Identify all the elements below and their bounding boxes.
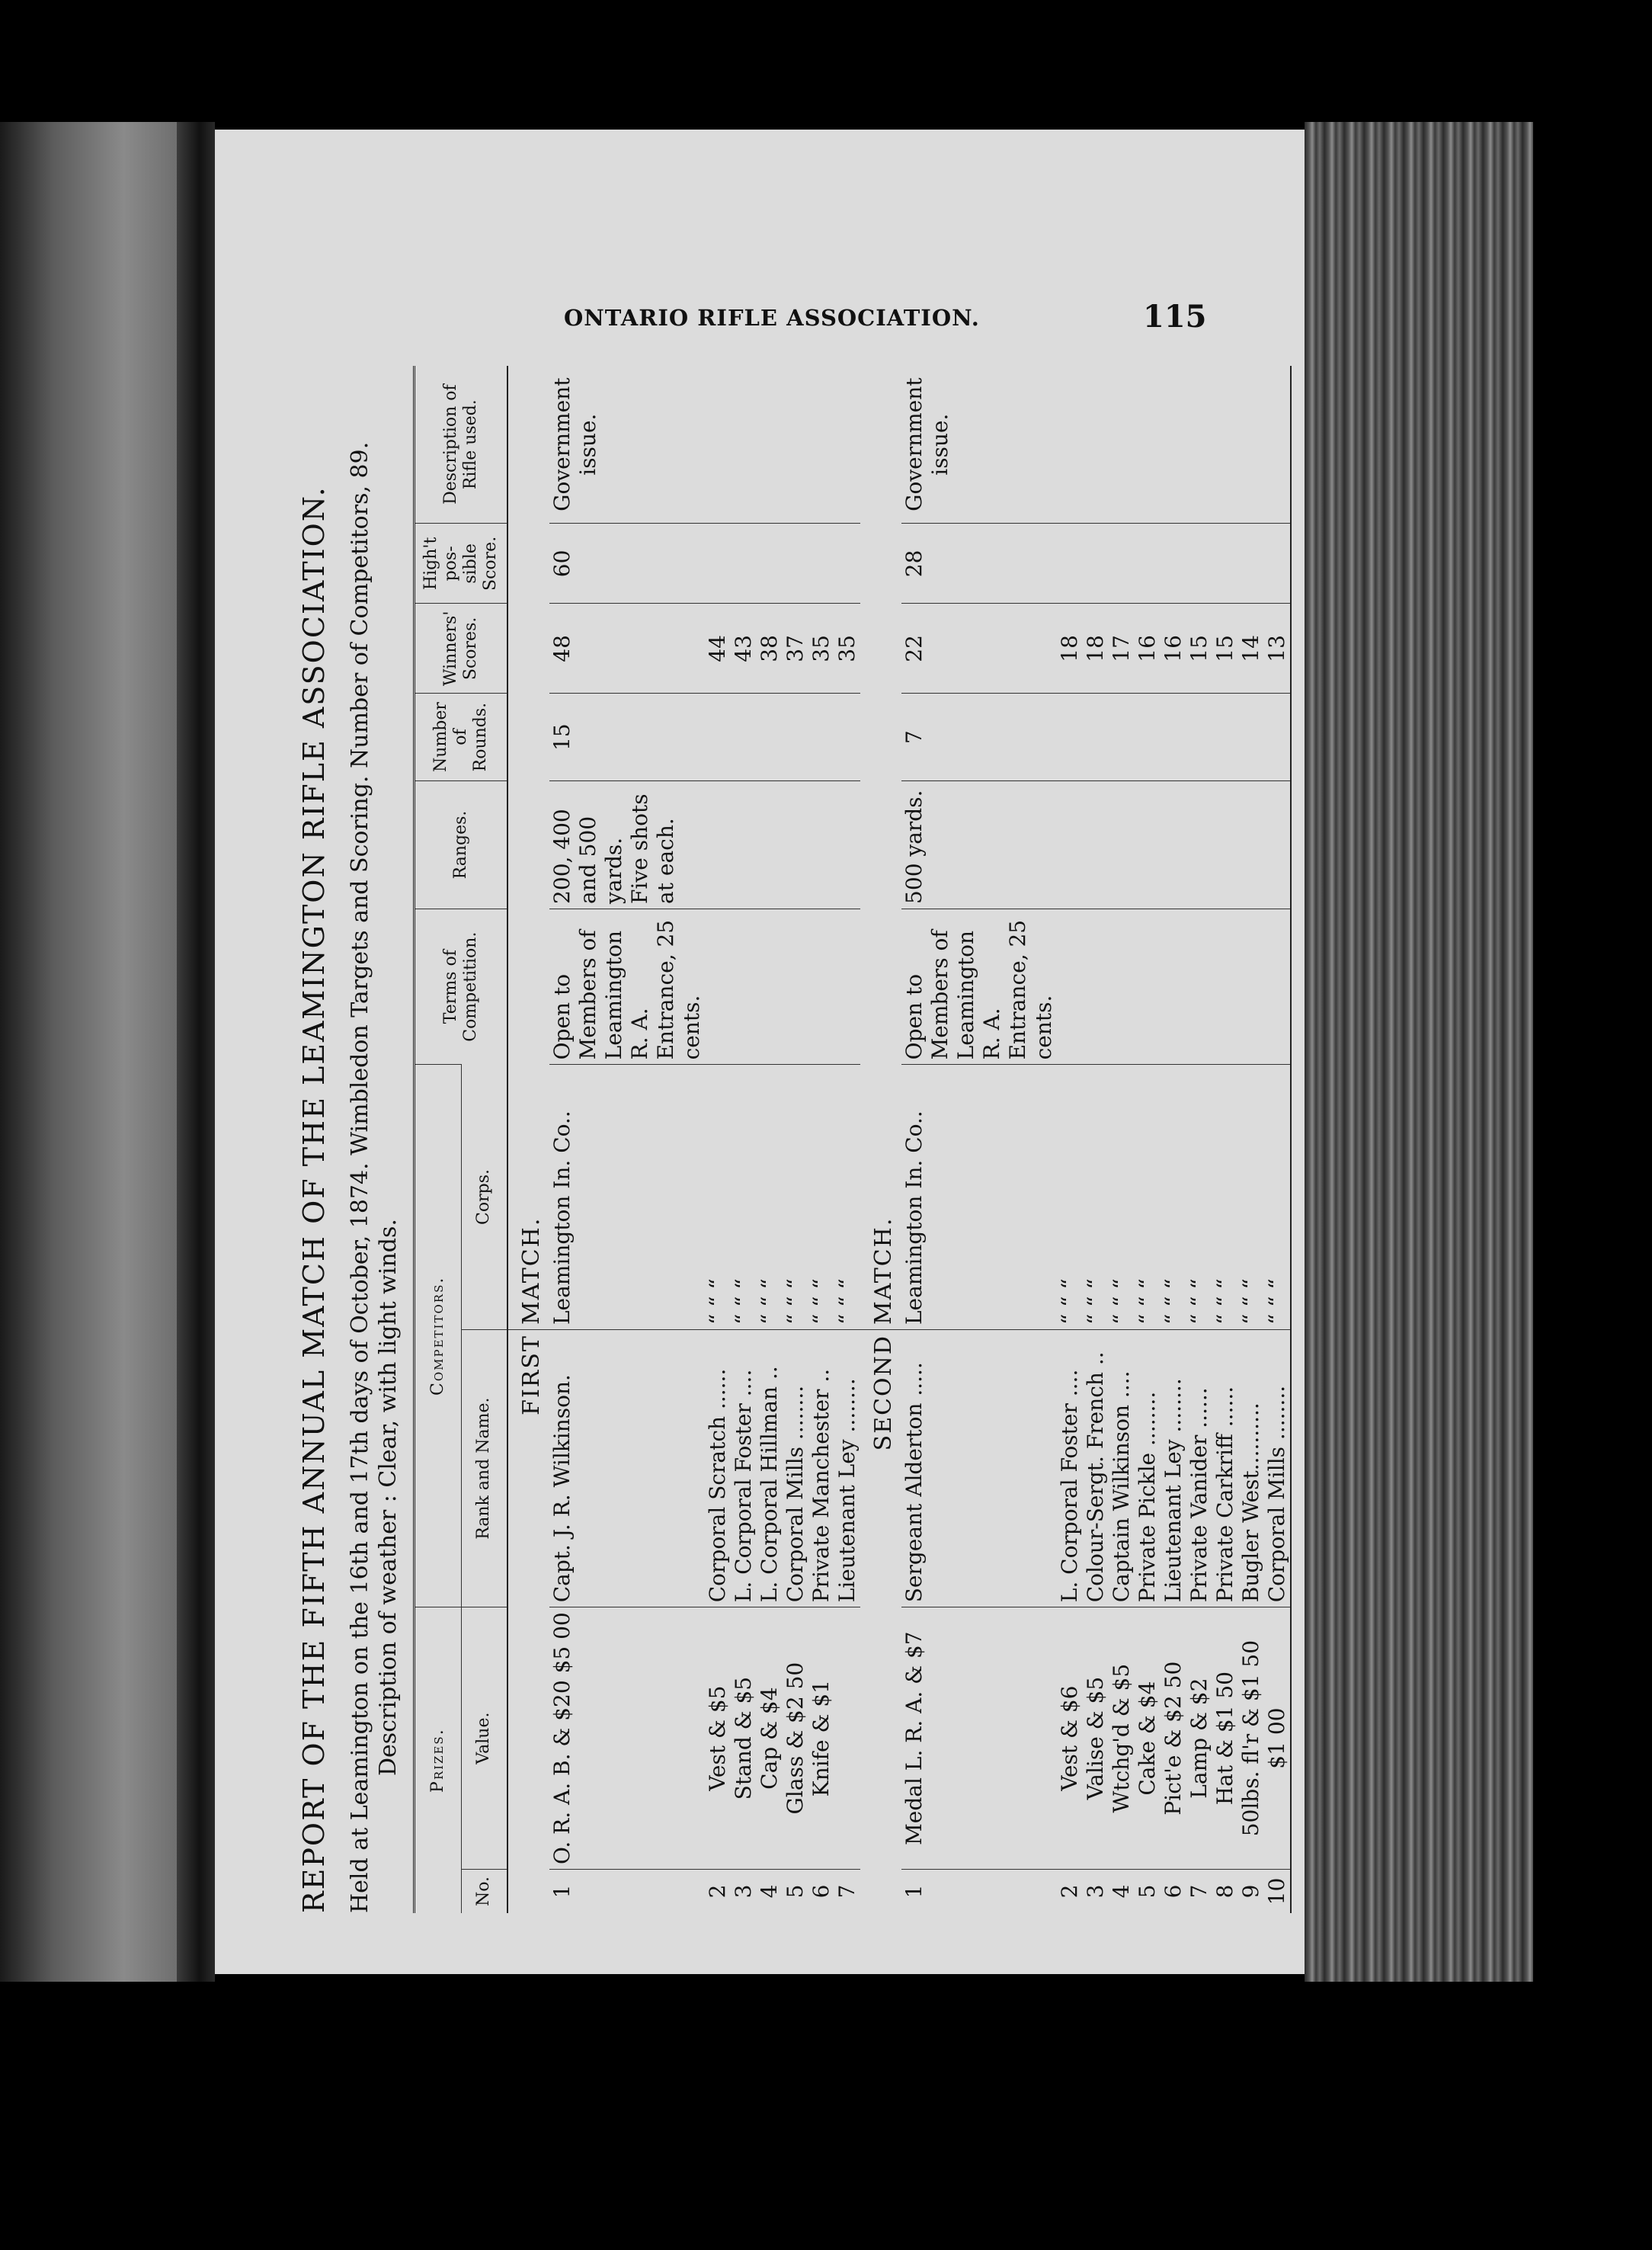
competitor-name: Captain Wilkinson .... xyxy=(1109,1330,1135,1607)
table-row xyxy=(549,366,705,1913)
ranges xyxy=(1186,780,1212,909)
number-of-rounds xyxy=(1238,694,1264,781)
number-of-rounds xyxy=(783,694,808,781)
ranges xyxy=(1264,780,1291,909)
weather-info: Description of weather : Clear, with light winds. xyxy=(375,1219,402,1776)
prize-value: Medal L. R. A. & $7 xyxy=(901,1607,1057,1870)
competitor-name: Bugler West.......... xyxy=(1238,1330,1264,1607)
rifle-description xyxy=(834,366,860,524)
number-of-rounds xyxy=(705,694,731,781)
ranges xyxy=(1212,780,1238,909)
highest-possible-score xyxy=(705,524,731,604)
highest-possible-score xyxy=(834,524,860,604)
number-of-rounds xyxy=(1109,694,1135,781)
competitor-name: Private Carkriff ...... xyxy=(1212,1330,1238,1607)
rifle-description xyxy=(1264,366,1291,524)
running-head: ONTARIO RIFLE ASSOCIATION. xyxy=(564,305,980,331)
number-of-rounds: 7 xyxy=(901,694,1057,781)
number-of-rounds xyxy=(757,694,783,781)
terms-of-competition xyxy=(834,909,860,1064)
winners-score: 18 xyxy=(1083,604,1109,694)
first-match-section xyxy=(507,366,860,1913)
highest-possible-score: 60 xyxy=(549,524,705,604)
highest-possible-score xyxy=(1083,524,1109,604)
match-label-left: SECOND xyxy=(860,1330,901,1913)
rifle-description xyxy=(1186,366,1212,524)
competitor-corps: “ “ “ xyxy=(731,1065,757,1330)
competitor-name: Capt. J. R. Wilkinson. xyxy=(549,1330,705,1607)
number-of-rounds xyxy=(1212,694,1238,781)
terms-of-competition xyxy=(1135,909,1161,1064)
header-prizes: Prizes. xyxy=(415,1607,462,1913)
competitor-name: Corporal Scratch ...... xyxy=(705,1330,731,1607)
competitor-corps: Leamington In. Co.. xyxy=(901,1065,1057,1330)
table-row xyxy=(757,366,783,1913)
table-row xyxy=(1238,366,1264,1913)
highest-possible-score xyxy=(783,524,808,604)
competitor-name: Corporal Mills ........ xyxy=(1264,1330,1291,1607)
terms-of-competition xyxy=(783,909,808,1064)
header-highest-score: High't pos-sible Score. xyxy=(415,524,508,604)
competitor-name: Corporal Mills ........ xyxy=(783,1330,808,1607)
winners-score: 16 xyxy=(1135,604,1161,694)
winners-score: 18 xyxy=(1057,604,1083,694)
competitor-name: Private Vanider ...... xyxy=(1186,1330,1212,1607)
ranges xyxy=(757,780,783,909)
highest-possible-score xyxy=(1109,524,1135,604)
table-row xyxy=(901,366,1057,1913)
prize-no: 9 xyxy=(1238,1869,1264,1913)
prize-value: 50lbs. fl'r & $1 50 xyxy=(1238,1607,1264,1870)
competitor-name: Colour-Sergt. French .. xyxy=(1083,1330,1109,1607)
report-info: Held at Leamington on the 16th and 17th days of October, 1874. Wimbledon Targets and Scoring. Number of Competitors, 89. xyxy=(347,441,373,1913)
terms-of-competition xyxy=(1109,909,1135,1064)
winners-score: 13 xyxy=(1264,604,1291,694)
match-heading-row xyxy=(860,366,901,1913)
competitor-corps: “ “ “ xyxy=(1135,1065,1161,1330)
terms-of-competition xyxy=(1238,909,1264,1064)
match-label-right: MATCH. xyxy=(870,1216,897,1325)
prize-no: 5 xyxy=(1135,1869,1161,1913)
results-table xyxy=(413,366,1292,1913)
rifle-description xyxy=(1083,366,1109,524)
ranges xyxy=(705,780,731,909)
competitor-corps: Leamington In. Co.. xyxy=(549,1065,705,1330)
winners-score: 14 xyxy=(1238,604,1264,694)
winners-score: 48 xyxy=(549,604,705,694)
prize-no: 5 xyxy=(783,1869,808,1913)
prize-value: Hat & $1 50 xyxy=(1212,1607,1238,1870)
number-of-rounds xyxy=(1264,694,1291,781)
ranges xyxy=(1161,780,1186,909)
number-of-rounds xyxy=(1083,694,1109,781)
prize-value: Cap & $4 xyxy=(757,1607,783,1870)
table-row xyxy=(731,366,757,1913)
ranges: 200, 400 and 500 yards. Five shots at each. xyxy=(549,780,705,909)
book-gutter xyxy=(177,122,215,1982)
highest-possible-score xyxy=(1212,524,1238,604)
number-of-rounds xyxy=(731,694,757,781)
highest-possible-score xyxy=(757,524,783,604)
number-of-rounds xyxy=(1186,694,1212,781)
match-label-right: MATCH. xyxy=(518,1216,545,1325)
rifle-description xyxy=(1109,366,1135,524)
number-of-rounds xyxy=(834,694,860,781)
header-rifle: Description of Rifle used. xyxy=(415,366,508,524)
highest-possible-score xyxy=(1161,524,1186,604)
terms-of-competition xyxy=(1212,909,1238,1064)
second-match-section xyxy=(860,366,1291,1913)
prize-no: 7 xyxy=(1186,1869,1212,1913)
page-number: 115 xyxy=(1143,299,1207,335)
rifle-description xyxy=(1238,366,1264,524)
rifle-description xyxy=(1212,366,1238,524)
prize-no: 10 xyxy=(1264,1869,1291,1913)
ranges xyxy=(834,780,860,909)
winners-score: 35 xyxy=(834,604,860,694)
prize-no: 2 xyxy=(1057,1869,1083,1913)
winners-score: 15 xyxy=(1186,604,1212,694)
header-ranges: Ranges. xyxy=(415,780,508,909)
header-winners-scores: Winners' Scores. xyxy=(415,604,508,694)
page-edges xyxy=(1305,122,1533,1982)
prize-no: 4 xyxy=(1109,1869,1135,1913)
rifle-description xyxy=(808,366,834,524)
prize-no: 1 xyxy=(901,1869,1057,1913)
rifle-description xyxy=(757,366,783,524)
competitor-corps: “ “ “ xyxy=(1083,1065,1109,1330)
header-no: No. xyxy=(461,1869,507,1913)
number-of-rounds xyxy=(1135,694,1161,781)
terms-of-competition: Open to Members of Leamington R. A. Entrance, 25 cents. xyxy=(549,909,705,1064)
winners-score: 17 xyxy=(1109,604,1135,694)
table-row xyxy=(834,366,860,1913)
table-row xyxy=(1186,366,1212,1913)
table-row xyxy=(1264,366,1291,1913)
terms-of-competition xyxy=(1161,909,1186,1064)
highest-possible-score xyxy=(808,524,834,604)
rifle-description xyxy=(731,366,757,524)
table-row xyxy=(808,366,834,1913)
rifle-description xyxy=(1161,366,1186,524)
competitor-corps: “ “ “ xyxy=(705,1065,731,1330)
table-row xyxy=(1057,366,1083,1913)
competitor-corps: “ “ “ xyxy=(783,1065,808,1330)
competitor-name: L. Corporal Foster .... xyxy=(731,1330,757,1607)
table-row xyxy=(783,366,808,1913)
competitor-corps: “ “ “ xyxy=(1109,1065,1135,1330)
prize-no: 4 xyxy=(757,1869,783,1913)
prize-value: Knife & $1 xyxy=(808,1607,834,1870)
number-of-rounds xyxy=(808,694,834,781)
ranges xyxy=(731,780,757,909)
prize-value: Stand & $5 xyxy=(731,1607,757,1870)
competitor-corps: “ “ “ xyxy=(808,1065,834,1330)
header-competitors: Competitors. xyxy=(415,1065,462,1607)
highest-possible-score xyxy=(1186,524,1212,604)
header-corps: Corps. xyxy=(461,1065,507,1330)
terms-of-competition xyxy=(1186,909,1212,1064)
rifle-description xyxy=(1057,366,1083,524)
number-of-rounds xyxy=(1161,694,1186,781)
header-rounds: Number of Rounds. xyxy=(415,694,508,781)
competitor-corps: “ “ “ xyxy=(1161,1065,1186,1330)
facing-page xyxy=(0,122,177,1982)
winners-score: 22 xyxy=(901,604,1057,694)
prize-no: 7 xyxy=(834,1869,860,1913)
prize-value: Glass & $2 50 xyxy=(783,1607,808,1870)
prize-value: Vest & $6 xyxy=(1057,1607,1083,1870)
ranges xyxy=(783,780,808,909)
winners-score: 38 xyxy=(757,604,783,694)
winners-score: 37 xyxy=(783,604,808,694)
competitor-corps: “ “ “ xyxy=(1212,1065,1238,1330)
header-terms: Terms of Competition. xyxy=(415,909,508,1064)
rotated-report xyxy=(213,305,1289,1982)
ranges xyxy=(1083,780,1109,909)
rifle-description: Government issue. xyxy=(549,377,600,511)
highest-possible-score xyxy=(1135,524,1161,604)
competitor-corps: “ “ “ xyxy=(1264,1065,1291,1330)
prize-value: Cake & $4 xyxy=(1135,1607,1161,1870)
competitor-corps: “ “ “ xyxy=(1057,1065,1083,1330)
competitor-corps: “ “ “ xyxy=(1238,1065,1264,1330)
prize-value: $1 00 xyxy=(1264,1607,1291,1870)
competitor-corps: “ “ “ xyxy=(834,1065,860,1330)
prize-no: 6 xyxy=(1161,1869,1186,1913)
highest-possible-score xyxy=(731,524,757,604)
competitor-name: L. Corporal Hillman .. xyxy=(757,1330,783,1607)
ranges xyxy=(1057,780,1083,909)
competitor-name: L. Corporal Foster .... xyxy=(1057,1330,1083,1607)
prize-value: Wtchg'd & $5 xyxy=(1109,1607,1135,1870)
match-heading-row xyxy=(507,366,549,1913)
ranges: 500 yards. xyxy=(901,780,1057,909)
winners-score: 44 xyxy=(705,604,731,694)
competitor-corps: “ “ “ xyxy=(1186,1065,1212,1330)
rifle-description xyxy=(705,366,731,524)
prize-value: Lamp & $2 xyxy=(1186,1607,1212,1870)
prize-value: Vest & $5 xyxy=(705,1607,731,1870)
prize-value: Pict'e & $2 50 xyxy=(1161,1607,1186,1870)
ranges xyxy=(1109,780,1135,909)
competitor-name: Lieutenant Ley ........ xyxy=(834,1330,860,1607)
table-row xyxy=(1135,366,1161,1913)
ranges xyxy=(1135,780,1161,909)
ranges xyxy=(1238,780,1264,909)
prize-no: 8 xyxy=(1212,1869,1238,1913)
table-row xyxy=(1109,366,1135,1913)
winners-score: 35 xyxy=(808,604,834,694)
table-row xyxy=(705,366,731,1913)
ranges xyxy=(808,780,834,909)
highest-possible-score xyxy=(1057,524,1083,604)
prize-no: 2 xyxy=(705,1869,731,1913)
report-title: REPORT OF THE FIFTH ANNUAL MATCH OF THE LEAMINGTON RIFLE ASSOCIATION. xyxy=(297,486,331,1913)
prize-no: 3 xyxy=(731,1869,757,1913)
highest-possible-score xyxy=(1238,524,1264,604)
terms-of-competition xyxy=(731,909,757,1064)
prize-value: Valise & $5 xyxy=(1083,1607,1109,1870)
competitor-name: Private Manchester .. xyxy=(808,1330,834,1607)
rifle-description xyxy=(783,366,808,524)
highest-possible-score: 28 xyxy=(901,524,1057,604)
table-row xyxy=(1161,366,1186,1913)
winners-score: 16 xyxy=(1161,604,1186,694)
terms-of-competition xyxy=(757,909,783,1064)
number-of-rounds: 15 xyxy=(549,694,705,781)
terms-of-competition xyxy=(1083,909,1109,1064)
competitor-corps: “ “ “ xyxy=(757,1065,783,1330)
table-row xyxy=(1212,366,1238,1913)
prize-no: 6 xyxy=(808,1869,834,1913)
rifle-description xyxy=(1135,366,1161,524)
prize-value xyxy=(834,1607,860,1870)
rifle-description: Government issue. xyxy=(901,377,952,511)
highest-possible-score xyxy=(1264,524,1291,604)
terms-of-competition xyxy=(808,909,834,1064)
prize-value: O. R. A. B. & $20 $5 00 xyxy=(549,1607,705,1870)
header-rank-name: Rank and Name. xyxy=(461,1330,507,1607)
terms-of-competition xyxy=(705,909,731,1064)
competitor-name: Sergeant Alderton ..... xyxy=(901,1330,1057,1607)
match-label-left: FIRST xyxy=(507,1330,549,1913)
winners-score: 43 xyxy=(731,604,757,694)
terms-of-competition xyxy=(1057,909,1083,1064)
terms-of-competition: Open to Members of Leamington R. A. Entrance, 25 cents. xyxy=(901,909,1057,1064)
competitor-name: Private Pickle ........ xyxy=(1135,1330,1161,1607)
competitor-name: Lieutenant Ley ........ xyxy=(1161,1330,1186,1607)
header-value: Value. xyxy=(461,1607,507,1870)
number-of-rounds xyxy=(1057,694,1083,781)
prize-no: 3 xyxy=(1083,1869,1109,1913)
table-row xyxy=(1083,366,1109,1913)
prize-no: 1 xyxy=(549,1869,705,1913)
terms-of-competition xyxy=(1264,909,1291,1064)
winners-score: 15 xyxy=(1212,604,1238,694)
